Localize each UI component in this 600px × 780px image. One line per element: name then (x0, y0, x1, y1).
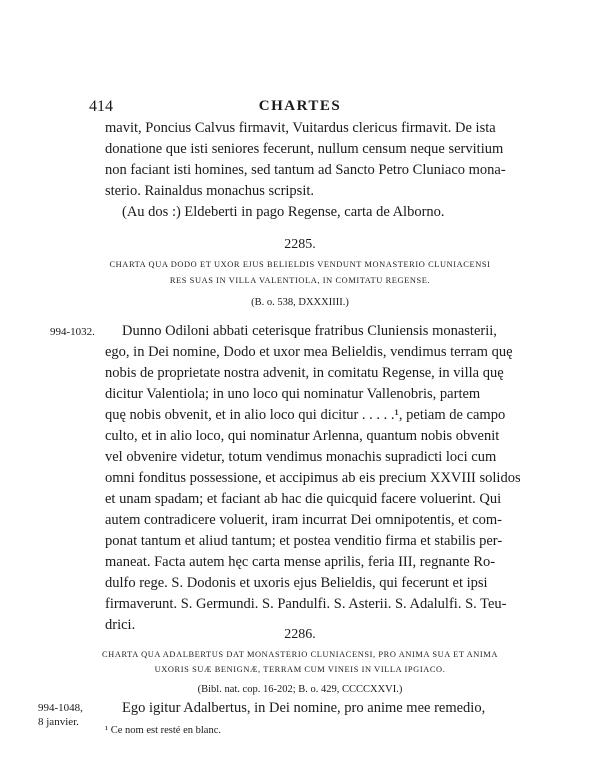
text-line: donatione que isti seniores fecerunt, nullum censum neque servitium (105, 141, 504, 157)
text-line-endorsement: (Au dos :) Eldeberti in pago Regense, carta de Alborno. (122, 204, 445, 220)
text-line: culto, et in alio loco, qui nominatur Arlenna, quantum nobis obvenit (105, 428, 500, 444)
text-line: ponat tantum et aliud tantum; et postea venditio firma et stabilis per- (105, 533, 503, 549)
charter-title-line: CHARTA QUA ADALBERTUS DAT MONASTERIO CLUNIACENSI, PRO ANIMA SUA ET ANIMA (101, 650, 498, 659)
margin-date: 994-1032. (50, 326, 95, 338)
text-line: ego, in Dei nomine, Dodo et uxor mea Belieldis, vendimus terram quę (105, 344, 513, 360)
text-line: et unam spadam; et faciant ab hac die quicquid facere voluerint. Qui (105, 491, 502, 507)
margin-date: 994-1048, (38, 702, 83, 714)
text-line: Ego igitur Adalbertus, in Dei nomine, pro anime mee remedio, (122, 700, 486, 716)
text-line: quę nobis obvenit, et in alio loco qui dicitur . . . . .¹, petiam de campo (105, 407, 506, 423)
text-line: autem contradicere voluerit, iram incurrat Dei omnipotentis, et com- (105, 512, 502, 528)
charter-title-line: RES SUAS IN VILLA VALENTIOLA, IN COMITATU REGENSE. (169, 276, 431, 285)
charter-number-2285: 2285. (284, 237, 316, 252)
text-line: vel obvenire videtur, totum vendimus monachis supradicti loci cum (105, 449, 497, 465)
charter-title-line: CHARTA QUA DODO ET UXOR EJUS BELIELDIS VENDUNT MONASTERIO CLUNIACENSI (109, 260, 491, 269)
text-line: drici. (105, 617, 136, 633)
text-line: Dunno Odiloni abbati ceterisque fratribus Cluniensis monasterii, (122, 323, 497, 339)
charter-reference: (B. o. 538, DXXXIIII.) (251, 297, 349, 308)
text-line: firmaverunt. S. Germundi. S. Pandulfi. S. Asterii. S. Adalulfi. S. Teu- (105, 596, 507, 612)
text-line: omni fonditus possessione, et accipimus ab eis precium XXVIII solidos (105, 470, 521, 486)
text-line: nobis de proprietate nostra advenit, in comitatu Regense, in villa quę (105, 365, 504, 381)
charter-title-line: UXORIS SUÆ BENIGNÆ, TERRAM CUM VINEIS IN VILLA IPGIACO. (154, 665, 446, 674)
charter-number-2286: 2286. (284, 627, 316, 642)
text-line: sterio. Rainaldus monachus scripsit. (105, 183, 315, 199)
charter-reference: (Bibl. nat. cop. 16-202; B. o. 429, CCCCXXVI.) (197, 684, 403, 695)
footnote: ¹ Ce nom est resté en blanc. (105, 725, 221, 736)
margin-date-day: 8 janvier. (38, 716, 79, 728)
text-line: maneat. Facta autem hęc carta mense aprilis, feria III, regnante Ro- (105, 554, 496, 570)
running-title: CHARTES (258, 98, 342, 114)
text-line: non faciant isti homines, sed tantum ad Sancto Petro Cluniaco mona- (105, 162, 506, 178)
page-number: 414 (89, 98, 113, 115)
text-line: mavit, Poncius Calvus firmavit, Vuitardus clericus firmavit. De ista (105, 120, 496, 136)
text-line: dulfo rege. S. Dodonis et uxoris ejus Belieldis, qui fecerunt et ipsi (105, 575, 488, 591)
text-line: dicitur Valentiola; in uno loco qui nominatur Vallenobris, partem (105, 386, 481, 402)
